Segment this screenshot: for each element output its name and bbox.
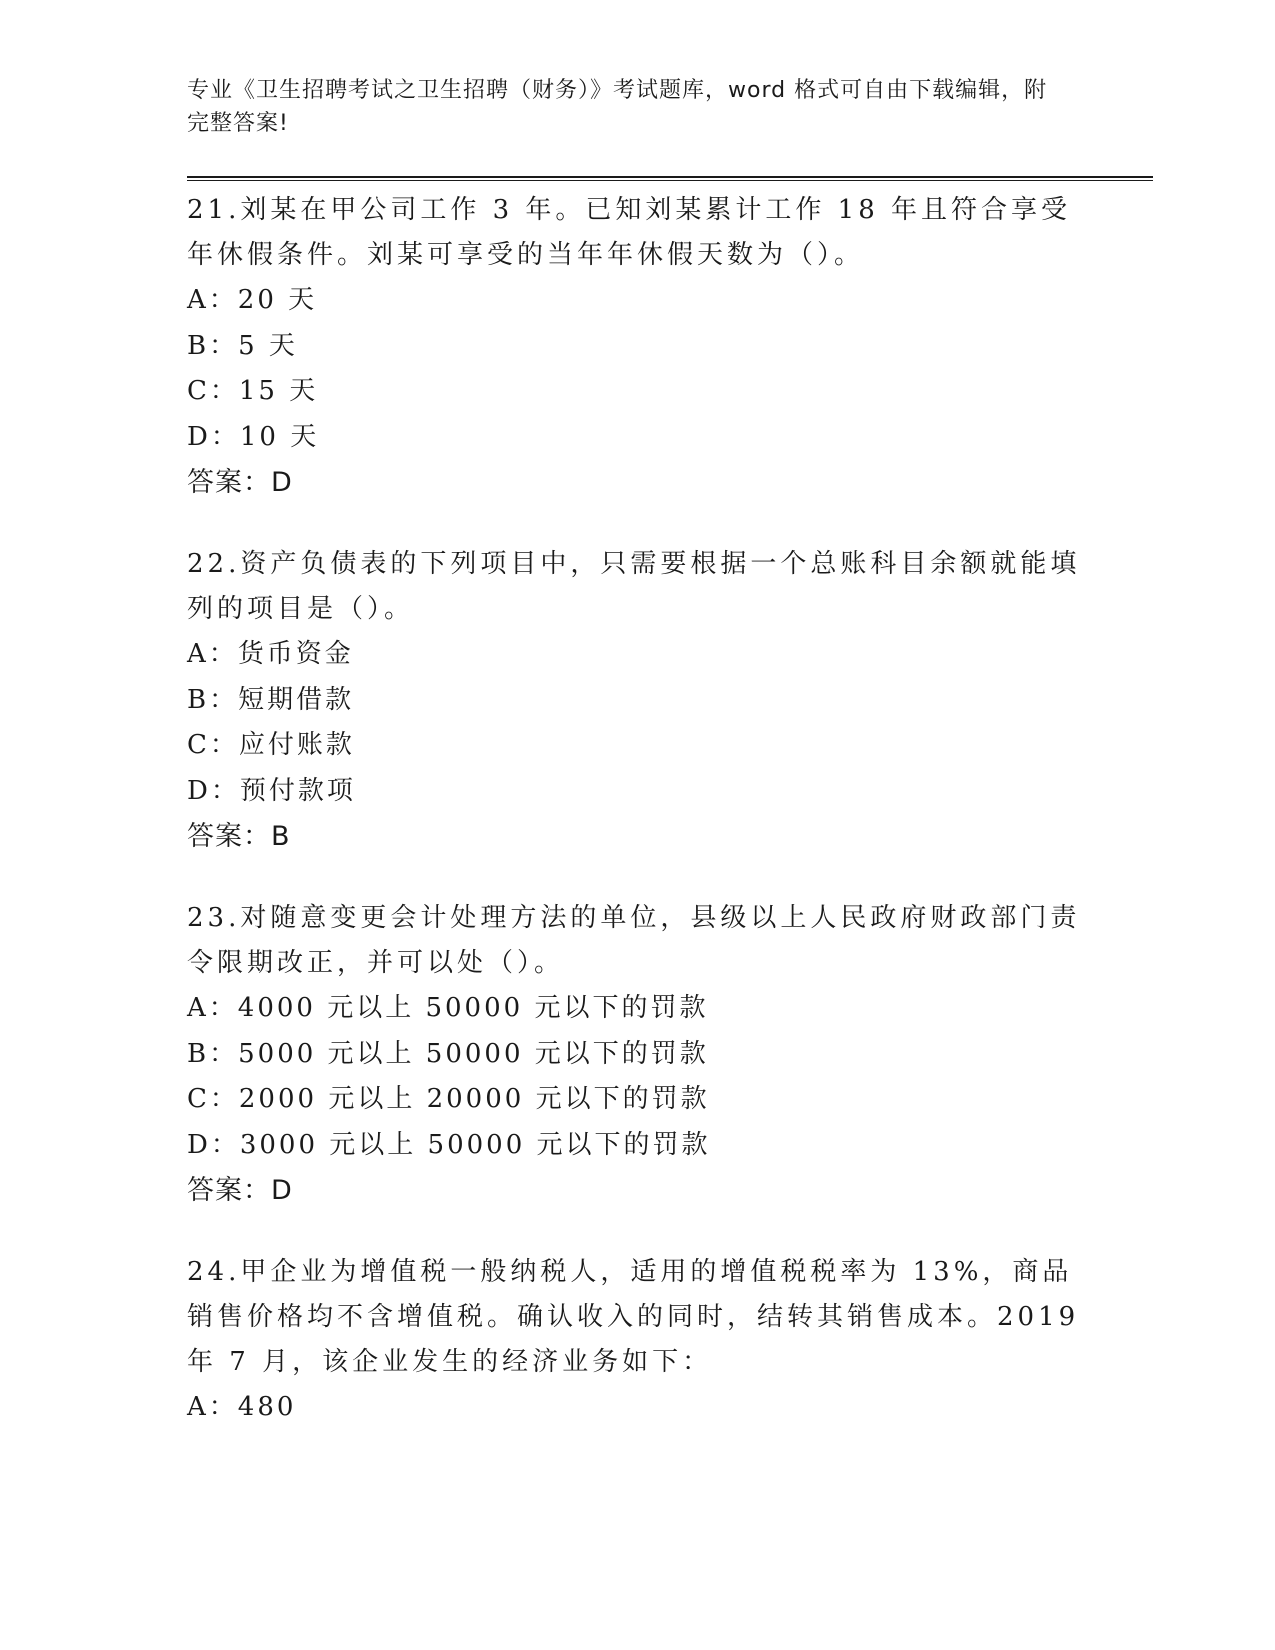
option-b: B：5000 元以上 50000 元以下的罚款 [187, 1038, 709, 1069]
answer-text: 答案：D [187, 467, 293, 498]
option-b: B：短期借款 [187, 684, 355, 715]
option-a: A：20 天 [187, 285, 318, 315]
option-b: B：5 天 [187, 330, 298, 361]
question-stem: 21.刘某在甲公司工作 3 年。已知刘某累计工作 18 年且符合享受年休假条件。刘某可享受的当年年休假天数为（）。 [187, 195, 1072, 270]
document-intro: 专业《卫生招聘考试之卫生招聘（财务）》考试题库，word 格式可自由下载编辑，附完整答案! [187, 78, 1048, 136]
option-a: A：4000 元以上 50000 元以下的罚款 [187, 993, 709, 1023]
question-22 [187, 542, 1087, 859]
option-c: C：15 天 [187, 376, 319, 406]
question-stem: 22.资产负债表的下列项目中，只需要根据一个总账科目余额就能填列的项目是（）。 [187, 549, 1081, 624]
option-d: D：预付款项 [187, 775, 356, 806]
answer-text: 答案：B [187, 821, 291, 852]
option-d: D：10 天 [187, 421, 320, 452]
question-23 [187, 896, 1087, 1213]
question-stem: 23.对随意变更会计处理方法的单位，县级以上人民政府财政部门责令限期改正，并可以处（）。 [187, 903, 1081, 978]
option-d: D：3000 元以上 50000 元以下的罚款 [187, 1129, 711, 1160]
header-divider [187, 176, 1153, 181]
answer-text: 答案：D [187, 1175, 293, 1206]
question-24 [187, 1250, 1087, 1431]
option-a: A：货币资金 [187, 639, 354, 669]
question-stem: 24.甲企业为增值税一般纳税人，适用的增值税税率为 13%，商品销售价格均不含增值税。确认收入的同时，结转其销售成本。2019 年 7 月，该企业发生的经济业务如下： [187, 1257, 1080, 1377]
question-21 [187, 188, 1087, 505]
option-c: C：应付账款 [187, 730, 355, 760]
option-c: C：2000 元以上 20000 元以下的罚款 [187, 1084, 710, 1114]
question-list [187, 188, 1087, 1468]
option-a: A：480 [187, 1392, 297, 1422]
